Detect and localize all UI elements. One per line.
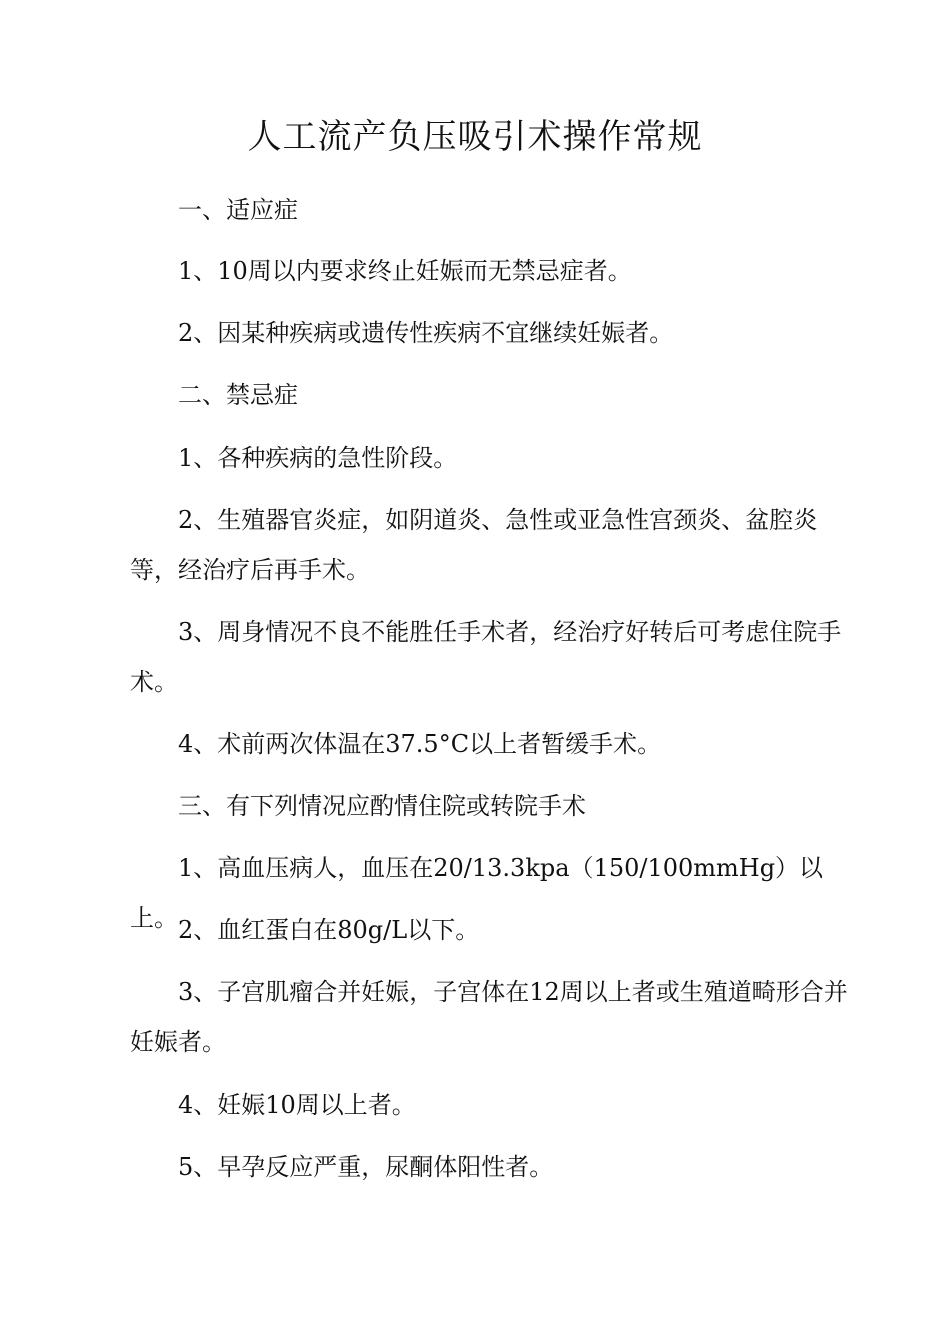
section-heading-hospitalization: 三、有下列情况应酌情住院或转院手术: [178, 792, 586, 820]
paragraph: 1、各种疾病的急性阶段。: [178, 444, 458, 472]
paragraph: 2、因某种疾病或遗传性疾病不宜继续妊娠者。: [178, 319, 674, 347]
page-title: 人工流产负压吸引术操作常规: [247, 117, 703, 157]
section-heading-indications: 一、适应症: [178, 196, 298, 224]
paragraph: 3、周身情况不良不能胜任手术者，经治疗好转后可考虑住院手术。: [130, 618, 842, 696]
paragraph: 3、子宫肌瘤合并妊娠，子宫体在12周以上者或生殖道畸形合并妊娠者。: [130, 978, 848, 1056]
paragraph: 4、妊娠10周以上者。: [178, 1091, 416, 1119]
paragraph: 4、术前两次体温在37.5°C以上者暂缓手术。: [178, 730, 662, 758]
paragraph: 2、血红蛋白在80g/L以下。: [178, 916, 480, 944]
paragraph: 2、生殖器官炎症，如阴道炎、急性或亚急性宫颈炎、盆腔炎等，经治疗后再手术。: [130, 506, 818, 584]
paragraph: 1、高血压病人，血压在20/13.3kpa（150/100mmHg）以上。: [130, 854, 824, 932]
section-heading-contraindications: 二、禁忌症: [178, 381, 298, 409]
paragraph: 5、早孕反应严重，尿酮体阳性者。: [178, 1153, 554, 1181]
paragraph: 1、10周以内要求终止妊娠而无禁忌症者。: [178, 257, 632, 285]
